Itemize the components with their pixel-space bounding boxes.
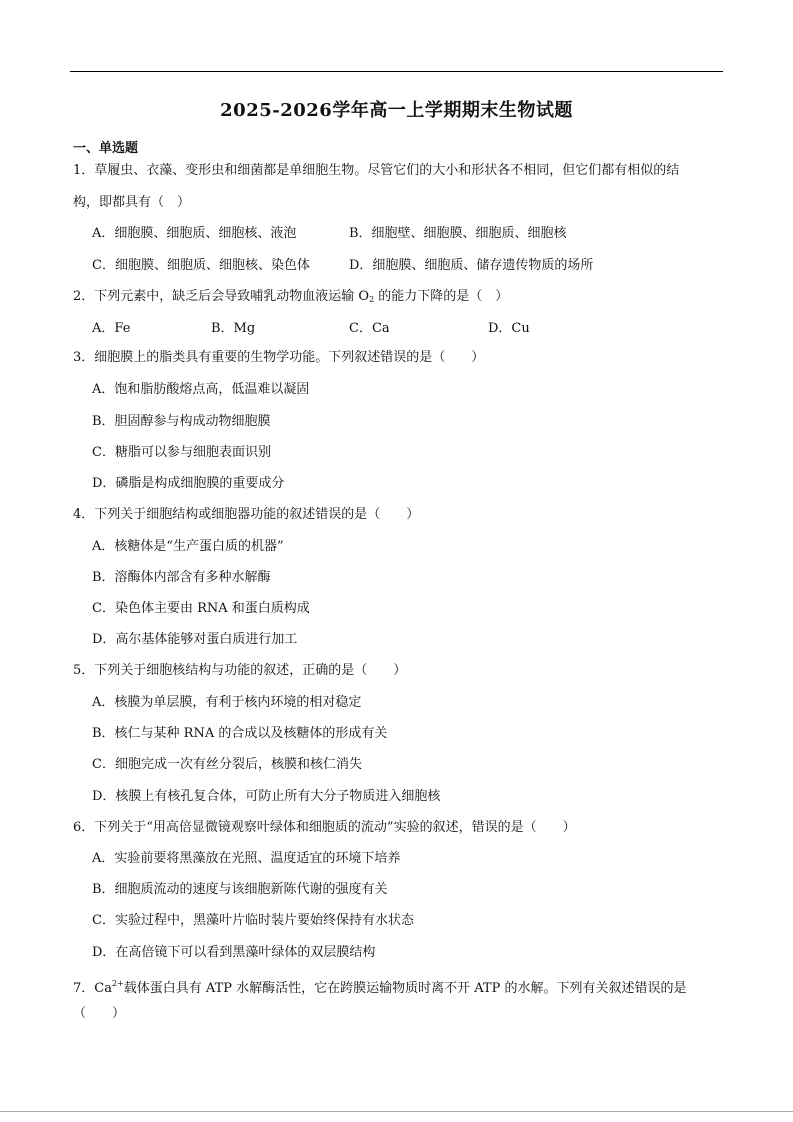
question-3-stem: 3．细胞膜上的脂类具有重要的生物学功能。下列叙述错误的是（ ） (73, 350, 485, 365)
section-heading: 一、单选题 (73, 141, 139, 156)
question-2-option-a: A．Fe (92, 321, 131, 336)
question-1-option-a: A．细胞膜、细胞质、细胞核、液泡 (92, 226, 297, 241)
question-3-option-b: B．胆固醇参与构成动物细胞膜 (92, 414, 271, 429)
question-6-option-b: B．细胞质流动的速度与该细胞新陈代谢的强度有关 (92, 882, 388, 897)
question-1-stem: 1．草履虫、衣藻、变形虫和细菌都是单细胞生物。尽管它们的大小和形状各不相同，但它们都有相似的结 (73, 163, 680, 178)
question-1-option-c: C．细胞膜、细胞质、细胞核、染色体 (92, 258, 310, 273)
question-5-stem: 5．下列关于细胞核结构与功能的叙述，正确的是（ ） (73, 663, 407, 678)
question-6-option-a: A．实验前要将黑藻放在光照、温度适宜的环境下培养 (92, 851, 401, 866)
question-2-stem: 2．下列元素中，缺乏后会导致哺乳动物血液运输 $O_2$ 的能力下降的是（ ） (73, 289, 509, 304)
question-7-stem-cont: （ ） (73, 1006, 126, 1021)
question-6-option-c: C．实验过程中，黑藻叶片临时装片要始终保持有水状态 (92, 913, 414, 928)
question-6-option-d: D．在高倍镜下可以看到黑藻叶绿体的双层膜结构 (92, 945, 376, 960)
header-rule (70, 71, 723, 72)
question-3-option-a: A．饱和脂肪酸熔点高，低温难以凝固 (92, 382, 310, 397)
question-3-option-c: C．糖脂可以参与细胞表面识别 (92, 445, 271, 460)
question-4-option-c: C．染色体主要由 RNA 和蛋白质构成 (92, 601, 310, 616)
question-4-option-d: D．高尔基体能够对蛋白质进行加工 (92, 632, 298, 647)
question-2-option-b: B．Mg (211, 321, 256, 336)
question-5-option-b: B．核仁与某种 RNA 的合成以及核糖体的形成有关 (92, 726, 388, 741)
question-4-option-b: B．溶酶体内部含有多种水解酶 (92, 570, 271, 585)
page-title: 2025-2026学年高一上学期期末生物试题 (220, 100, 573, 121)
question-5-option-a: A．核膜为单层膜，有利于核内环境的相对稳定 (92, 695, 362, 710)
question-6-stem: 6．下列关于“用高倍显微镜观察叶绿体和细胞质的流动”实验的叙述，错误的是（ ） (73, 820, 576, 835)
question-7-stem: 7．$Ca^{2+}$载体蛋白具有 ATP 水解酶活性，它在跨膜运输物质时离不开 ATP 的水解。下列有关叙述错误的是 (73, 979, 687, 996)
question-1-option-b: B．细胞壁、细胞膜、细胞质、细胞核 (349, 226, 567, 241)
question-3-option-d: D．磷脂是构成细胞膜的重要成分 (92, 476, 285, 491)
question-1-option-d: D．细胞膜、细胞质、储存遗传物质的场所 (349, 258, 594, 273)
question-4-option-a: A．核糖体是“生产蛋白质的机器” (92, 539, 284, 554)
question-5-option-d: D．核膜上有核孔复合体，可防止所有大分子物质进入细胞核 (92, 789, 441, 804)
question-4-stem: 4．下列关于细胞结构或细胞器功能的叙述错误的是（ ） (73, 507, 420, 522)
question-2-option-c: C．Ca (349, 321, 390, 336)
question-5-option-c: C．细胞完成一次有丝分裂后，核膜和核仁消失 (92, 757, 362, 772)
footer-rule (0, 1111, 793, 1112)
question-1-stem-cont: 构，即都具有（ ） (73, 195, 191, 210)
question-2-option-d: D．Cu (488, 321, 530, 336)
